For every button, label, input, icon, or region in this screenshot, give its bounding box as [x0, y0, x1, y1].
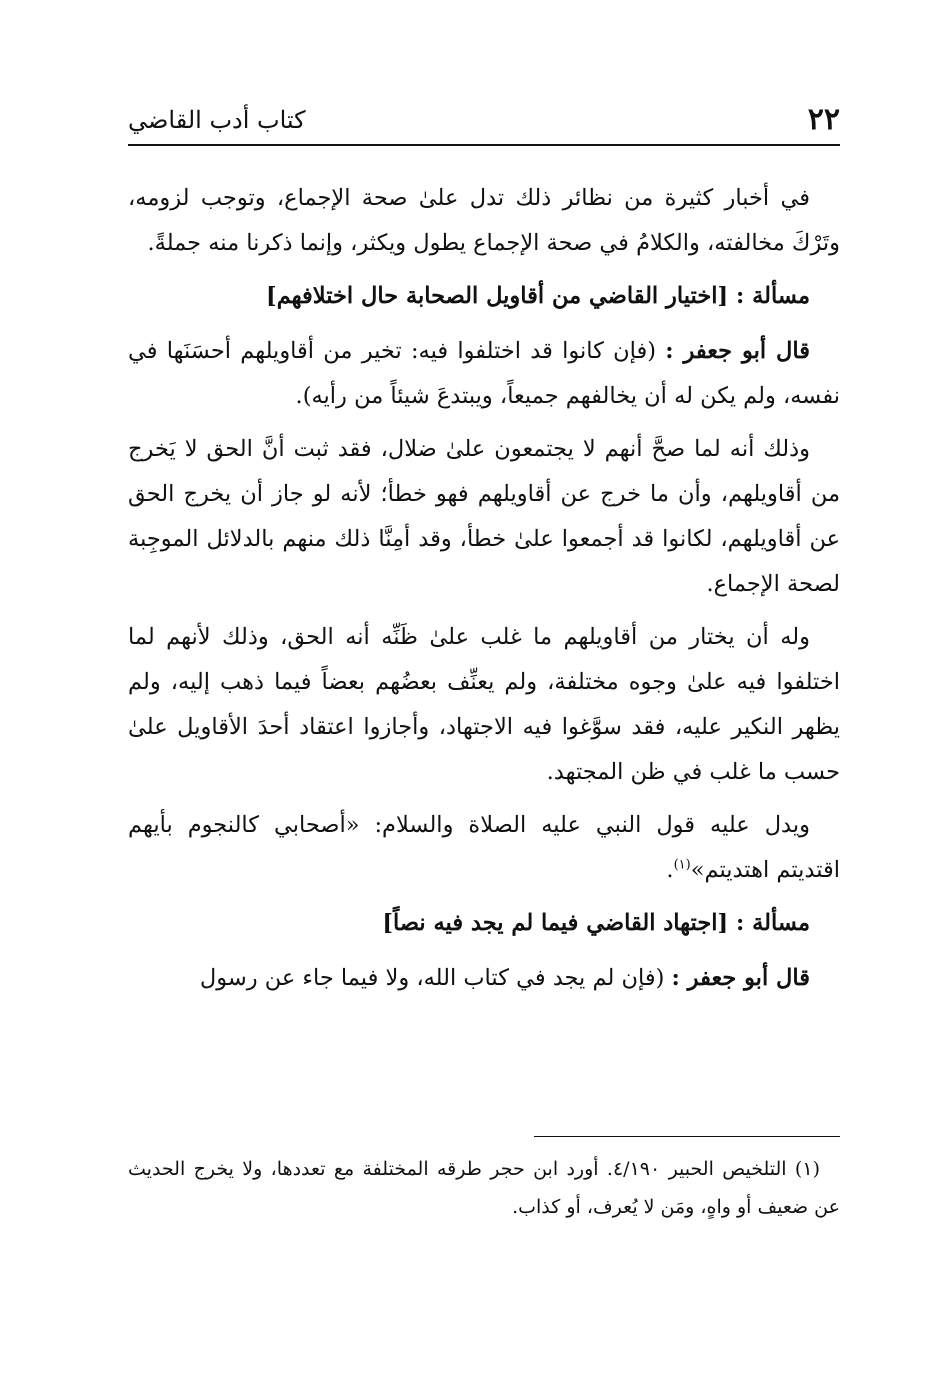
footnote-reference: (١): [673, 857, 691, 873]
section-heading: مسألة : [اختيار القاضي من أقاويل الصحابة حال اختلافهم]: [266, 283, 810, 309]
paragraph: [128, 803, 840, 893]
speaker-label: قال أبو جعفر :: [671, 965, 810, 991]
book-page: [128, 100, 840, 1340]
paragraph: في أخبار كثيرة من نظائر ذلك تدل علىٰ صحة الإجماع، وتوجب لزومه، وتَرْكَ مخالفته، والكلامُ في صحة الإجماع يطول ويكثر، وإنما ذكرنا منه جملةً.: [128, 185, 840, 256]
quoted-text: (فإن كانوا قد اختلفوا فيه: تخير من أقاويلهم أحسَنَها في نفسه، ولم يكن له أن يخالفهم جميعاً، ويبتدعَ شيئاً من رأيه).: [128, 338, 840, 409]
paragraph: وله أن يختار من أقاويلهم ما غلب علىٰ ظَنِّه أنه الحق، وذلك لأنهم لما اختلفوا فيه علىٰ وجوه مختلفة، ولم يعنِّف بعضُهم بعضاً فيما ذهب إليه، ولم يظهر النكير عليه، فقد سوَّغوا فيه الاجتهاد، وأجازوا اعتقاد أحدَ الأقاويل علىٰ حسب ما غلب في ظن المجتهد.: [128, 624, 840, 785]
speaker-label: قال أبو جعفر :: [665, 338, 810, 364]
hadith-text: ويدل عليه قول النبي عليه الصلاة والسلام: «أصحابي كالنجوم بأيهم اقتديتم اهتديتم»: [128, 812, 840, 883]
section-heading: مسألة : [اجتهاد القاضي فيما لم يجد فيه نصاً]: [382, 910, 810, 936]
footnotes: [128, 1150, 840, 1226]
page-header: [128, 100, 840, 146]
quoted-paragraph: [128, 956, 840, 1001]
footnote-divider: [534, 1136, 840, 1137]
page-number: ٢٢: [807, 102, 840, 137]
quoted-text: (فإن لم يجد في كتاب الله، ولا فيما جاء عن رسول: [199, 965, 665, 991]
paragraph: وذلك أنه لما صحَّ أنهم لا يجتمعون علىٰ ضلال، فقد ثبت أنَّ الحق لا يَخرج من أقاويلهم، وأن ما خرج عن أقاويلهم فهو خطأ؛ لأنه لو جاز أن يخرج الحق عن أقاويلهم، لكانوا قد أجمعوا علىٰ خطأ، وقد أمِنَّا ذلك منهم بالدلائل الموجِبة لصحة الإجماع.: [128, 436, 840, 597]
running-title: كتاب أدب القاضي: [128, 106, 306, 134]
footnote: (١) التلخيص الحبير ٤/١٩٠. أورد ابن حجر طرقه المختلفة مع تعددها، ولا يخرج الحديث عن ضعيف أو واهٍ، ومَن لا يُعرف، أو كذاب.: [128, 1158, 840, 1218]
main-text: [128, 176, 840, 1001]
quoted-paragraph: [128, 329, 840, 419]
sentence-end: .: [666, 857, 674, 883]
